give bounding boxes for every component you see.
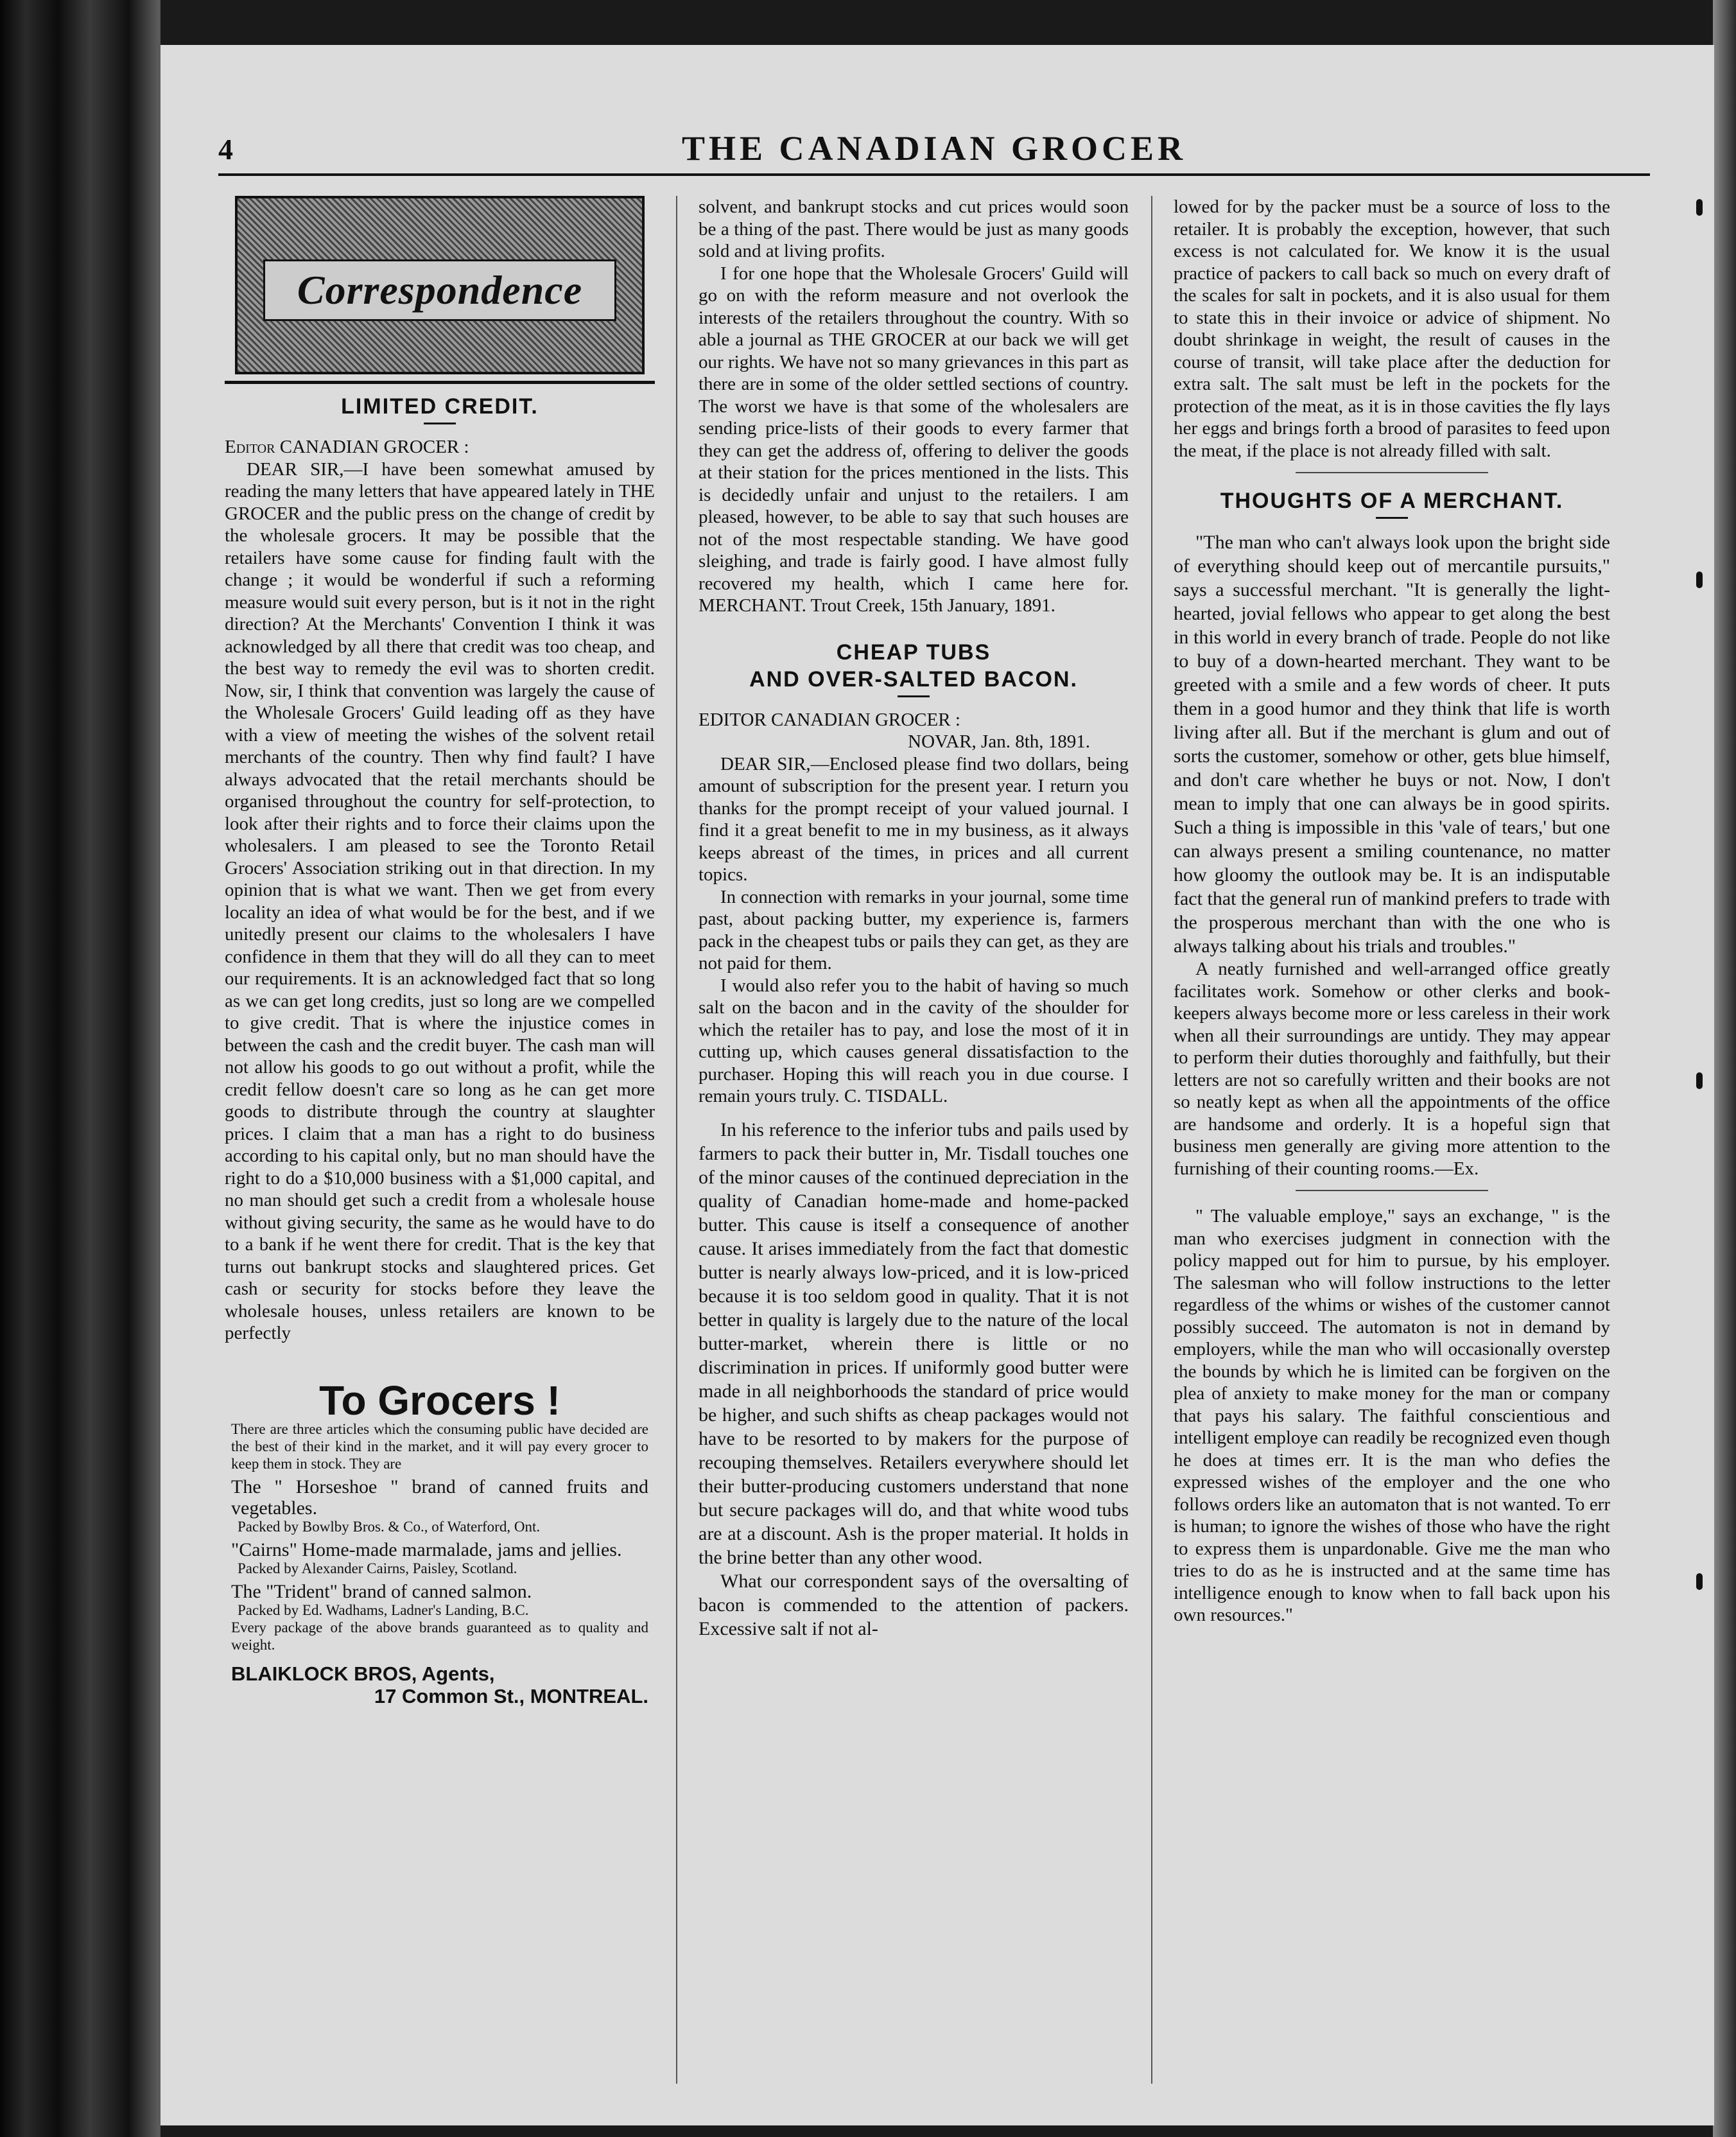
binding-mark [1696, 1573, 1703, 1590]
paragraph: In connection with remarks in your journal, some time past, about packing butter, my experience is, farmers pack in the cheapest tubs or pails they can get, as they are not paid for them. [699, 886, 1129, 973]
ad-agents: BLAIKLOCK BROS, Agents, [231, 1662, 495, 1685]
paragraph: In his reference to the inferior tubs and pails used by farmers to pack their butter in, Mr. Tisdall touches one of the minor causes of the continued depreciation in the quality of Canadian home-made and home-packed butter. This cause is itself a consequence of another cause. It arises immediately from the fact that domestic butter is nearly always low-priced, and it is low-priced because it is too seldom good in quality. That it is not better in quality is largely due to the nature of the local butter-market, wherein there is little or no discrimination in prices. If uniformly good butter were made in all neighborhoods the standard of price would be higher, and such shifts as cheap packages would not have to be resorted to by makers for the purpose of recouping themselves. Retailers everywhere should let their butter-producing customers understand that none but secure packages will do, and that white wood tubs are at a discount. Ash is the proper material. It holds in the brine better than any other wood. [699, 1119, 1129, 1568]
binding-mark [1696, 199, 1703, 216]
binding-mark [1696, 571, 1703, 588]
ad-brand: The "Trident" brand of canned salmon. [231, 1581, 532, 1602]
ad-title: To Grocers ! [319, 1377, 560, 1424]
ad-guarantee: Every package of the above brands guaranteed as to quality and weight. [231, 1619, 648, 1653]
letter-body: DEAR SIR,—I have been somewhat amused by reading the many letters that have appeared lately in THE GROCER and the public press on the change of credit by the wholesale grocers. It may be possible that the retailers have some cause for finding fault with the change ; it would be wonderful if such a reforming measure would suit every person, but is it not in the right direction? At the Merchants' Convention I think it was acknowledged by all there that credit was too cheap, and the best way to remedy the evil was to shorten credit. Now, sir, I think that convention was largely the cause of the Wholesale Grocers' Guild leading off as they have with a view of meeting the wishes of the solvent retail merchants of the country. Then why find fault? I have always advocated that the retail merchants should be organised throughout the country for self-protection, to look after their rights and to force their claims upon the wholesalers. I am pleased to see the Toronto Retail Grocers' Association striking out in that direction. In my opinion that is what we want. Then we get from every locality an idea of what would be for the best, and if we unitedly present our claims to the wholesalers I have confidence in them that they will do all they can to meet our requirements. It is an acknowledged fact that so long as we can get long credits, just so long are we compelled to give credit. That is where the injustice comes in between the cash and the credit buyer. The cash man will not allow his goods to go out without a profit, while the credit fellow doesn't care so long as he can get more goods to distribute through the country at slaughter prices. I claim that a man has a right to do business according to his capital only, but no man should have the right to do a $10,000 business with a $1,000 capital, and no man should get such a credit from a wholesale house without giving security, the same as he would have to do to a bank if he went there for credit. That is the key that turns out bankrupt stocks and slaughtered prices. Get cash or security for stocks before they leave the wholesale houses, unless retailers are known to be perfectly [225, 458, 655, 1343]
section-rule [1296, 1190, 1488, 1191]
ad-packer: Packed by Alexander Cairns, Paisley, Scotland. [238, 1560, 517, 1576]
ad-brand: "Cairns" Home-made marmalade, jams and jellies. [231, 1539, 622, 1560]
column-2 [699, 196, 1129, 1641]
paragraph: A neatly furnished and well-arranged office greatly facilitates work. Somehow or other clerks and book-keepers always become more or less careless in their work when all their surroundings are untidy. They may appear to perform their duties thoroughly and faithfully, but their letters are not so carefully written and their books are not so neatly kept as when all the appointments of the office are handsome and orderly. It is a hopeful sign that business men generally are giving more attention to the furnishing of their counting rooms.—Ex. [1174, 959, 1610, 1179]
advertisement [225, 1377, 655, 1708]
article-heading: THOUGHTS OF A MERCHANT. [1220, 489, 1564, 513]
section-rule [225, 381, 655, 384]
ad-brand: The " Horseshoe " brand of canned fruits and vegetables. [231, 1476, 648, 1519]
letter-address: EDITOR CANADIAN GROCER : [699, 709, 960, 730]
masthead: THE CANADIAN GROCER [681, 129, 1187, 168]
ad-address: 17 Common St., MONTREAL. [374, 1685, 648, 1707]
heading-rule [1376, 517, 1408, 519]
paragraph: I for one hope that the Wholesale Grocers' Guild will go on with the reform measure and not overlook the interests of the retailers throughout the country. With so able a journal as THE GROCER at our back we will get our rights. We have not so many grievances in this part as there are in some of the older settled sections of country. The worst we have is that some of the wholesalers are sending price-lists of their goods to every farmer that they can get the address of, offering to deliver the goods at their station for the prices mentioned in the lists. This is decidedly unfair and unjust to the retailers. I am pleased, however, to be able to say that such houses are not of the most respectable standing. We have good sleighing, and trade is fairly good. I have almost fully recovered my health, which I came here for. MERCHANT. Trout Creek, 15th January, 1891. [699, 263, 1129, 616]
letter-dateline: NOVAR, Jan. 8th, 1891. [908, 731, 1090, 752]
paragraph: lowed for by the packer must be a source of loss to the retailer. It is probably the exception, however, that such excess is not calculated for. We know it is the usual practice of packers to call back so much on every draft of the scales for salt in pockets, and it is also usual for them to state this in their invoice or advice of shipment. No doubt shrinkage in weight, the result of causes in the course of transit, will take place after the deduction for extra salt. The salt must be left in the pockets for the protection of the meat, as it is in those cavities the fly lays her eggs and brings forth a brood of parasites to feed upon the meat, if the place is not already filled with salt. [1174, 196, 1610, 461]
newspaper-page [161, 45, 1714, 2125]
header-rule [218, 173, 1650, 176]
heading-rule [424, 423, 456, 424]
ad-intro: There are three articles which the consuming public have decided are the best of their kind in the market, and it will pay every grocer to keep them in stock. They are [231, 1421, 648, 1472]
paragraph: solvent, and bankrupt stocks and cut prices would soon be a thing of the past. There would be just as many goods sold and at living profits. [699, 196, 1129, 261]
banner-title: Correspondence [263, 259, 616, 321]
paragraph: DEAR SIR,—Enclosed please find two dollars, being amount of subscription for the present year. I return you thanks for the prompt receipt of your valued journal. I find it a great benefit to me in my business, as it always keeps abreast of the times, in prices and all current topics. [699, 753, 1129, 885]
paragraph: " The valuable employe," says an exchange, " is the man who exercises judgment in connection with the policy mapped out for him to pursue, by his employer. The salesman who will follow instructions to the letter regardless of the whims or wishes of the customer cannot possibly succeed. The automaton is not in demand by employers, while the man who will occasionally overstep the bounds by which he is limited can be forgiven on the plea of anxiety to make money for the man or company that pays his salary. The faithful conscientious and intelligent employe can readily be recognized even though he does at times err. It is the man who defies the expressed wishes of the employer and the one who follows orders like an automaton that is not wanted. To err is human; to ignore the wishes of those who have the right to express them is unpardonable. Give me the man who tries to do as he is instructed and at the same time has intelligence enough to know when to fall back upon his own resources." [1174, 1206, 1610, 1625]
page-edge [1713, 0, 1736, 2137]
article-heading: LIMITED CREDIT. [341, 394, 539, 419]
column-rule [1151, 196, 1152, 2084]
letter-address: Editor CANADIAN GROCER : [225, 437, 469, 457]
article-heading: CHEAP TUBS [836, 640, 991, 665]
column-rule [676, 196, 677, 2084]
article-heading: AND OVER-SALTED BACON. [749, 667, 1078, 692]
column-3 [1174, 196, 1610, 1627]
correspondence-banner [235, 196, 645, 374]
section-rule [1296, 472, 1488, 473]
ad-packer: Packed by Bowlby Bros. & Co., of Waterford, Ont. [238, 1519, 541, 1535]
column-1 [225, 196, 655, 1708]
paragraph: "The man who can't always look upon the bright side of everything should keep out of mercantile pursuits," says a successful merchant. "It is generally the light-hearted, jovial fellows who appear to get along the best in this world in every branch of trade. People do not like to buy of a down-hearted merchant. They want to be greeted with a smile and a few words of cheer. It puts them in a good humor and they think that life is worth living after all. But if the merchant is glum and out of sorts the customer, somehow or other, gets blue himself, and don't care whether he buys or not. Now, I don't mean to imply that one can always be in good spirits. Such a thing is impossible in this 'vale of tears,' but one can always present a smiling countenance, no matter how gloomy the outlook may be. It is an indisputable fact that the general run of mankind prefers to trade with the prosperous merchant than with the one who is always talking about his trials and troubles." [1174, 532, 1610, 957]
ad-packer: Packed by Ed. Wadhams, Ladner's Landing, B.C. [238, 1602, 529, 1618]
page-number: 4 [218, 133, 233, 166]
paragraph: What our correspondent says of the oversalting of bacon is commended to the attention of packers. Excessive salt if not al- [699, 1570, 1129, 1639]
heading-rule [898, 695, 930, 697]
binding-mark [1696, 1072, 1703, 1089]
book-binding [0, 0, 161, 2137]
paragraph: I would also refer you to the habit of having so much salt on the bacon and in the cavity of the shoulder for which the retailer has to pay, and lose the most of it in cutting up, which causes general dissatisfaction to the purchaser. Hoping this will reach you in due course. I remain yours truly. C. TISDALL. [699, 975, 1129, 1106]
running-head [218, 128, 1650, 186]
